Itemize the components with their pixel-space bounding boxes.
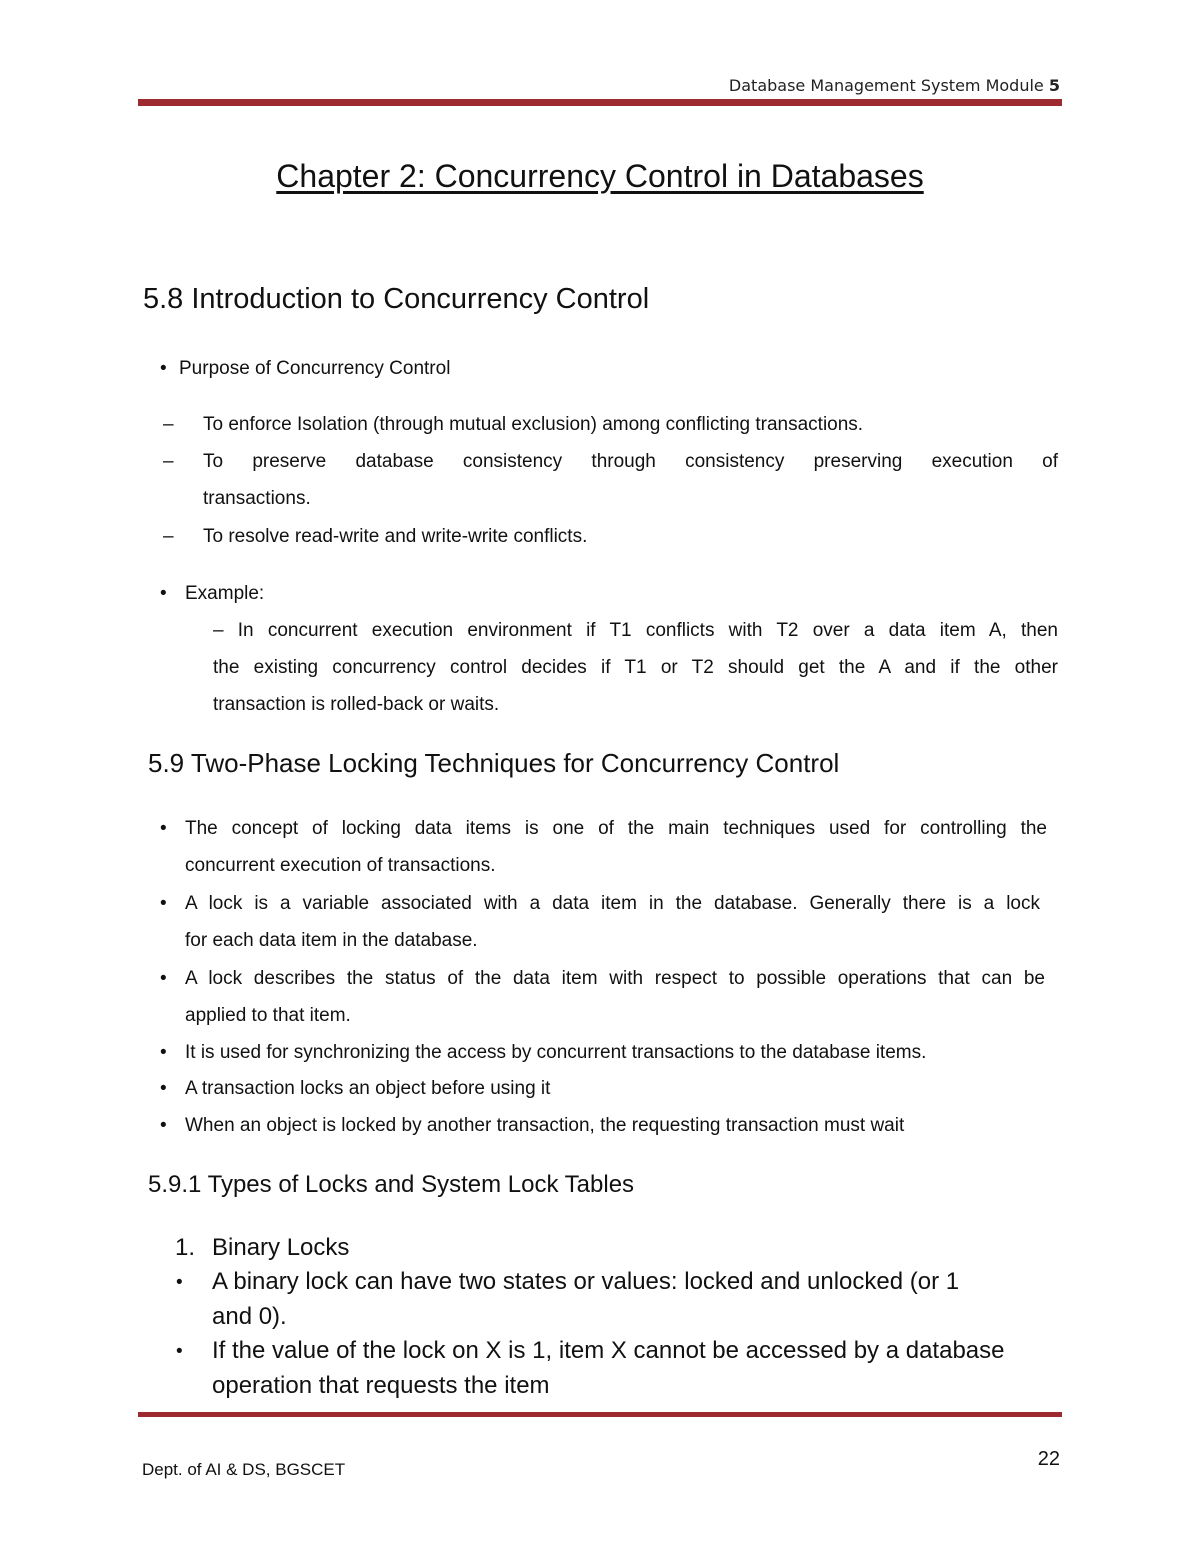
purpose-label: Purpose of Concurrency Control bbox=[179, 358, 451, 379]
purpose-line: To enforce Isolation (through mutual exclusion) among conflicting transactions. bbox=[203, 414, 864, 435]
bullet-icon: • bbox=[160, 968, 167, 989]
section-5-9-line: It is used for synchronizing the access by concurrent transactions to the database items. bbox=[185, 1042, 927, 1063]
section-5-9-line: When an object is locked by another transaction, the requesting transaction must wait bbox=[185, 1115, 905, 1136]
bullet-icon: • bbox=[160, 1042, 167, 1063]
section-5-9-line: for each data item in the database. bbox=[185, 930, 478, 951]
dash-icon: – bbox=[163, 414, 174, 435]
section-5-9-line: A lock describes the status of the data item with respect to possible operations that can be bbox=[185, 968, 1045, 989]
section-5-9-line: applied to that item. bbox=[185, 1005, 351, 1026]
bullet-icon: • bbox=[176, 1341, 183, 1362]
binary-lock-line: A binary lock can have two states or values: locked and unlocked (or 1 bbox=[212, 1268, 960, 1295]
example-line: – In concurrent execution environment if T1 conflicts with T2 over a data item A, then bbox=[213, 620, 1058, 641]
binary-lock-line: and 0). bbox=[212, 1303, 287, 1330]
section-heading-5-8: 5.8 Introduction to Concurrency Control bbox=[143, 283, 650, 315]
bullet-icon: • bbox=[160, 1115, 167, 1136]
section-heading-5-9-1: 5.9.1 Types of Locks and System Lock Tables bbox=[148, 1171, 635, 1198]
chapter-title: Chapter 2: Concurrency Control in Databases bbox=[276, 158, 924, 194]
bullet-icon: • bbox=[160, 1078, 167, 1099]
header-rule bbox=[138, 99, 1062, 106]
section-5-9-line: A lock is a variable associated with a data item in the database. Generally there is a lock bbox=[185, 893, 1040, 914]
purpose-line: To resolve read-write and write-write conflicts. bbox=[203, 526, 588, 547]
page-number: 22 bbox=[1037, 1448, 1060, 1470]
header-module-number: 5 bbox=[1048, 76, 1060, 95]
section-5-9-line: A transaction locks an object before using it bbox=[185, 1078, 551, 1099]
binary-lock-line: If the value of the lock on X is 1, item X cannot be accessed by a database bbox=[212, 1337, 1005, 1364]
list-number: 1. bbox=[175, 1234, 196, 1261]
binary-lock-line: operation that requests the item bbox=[212, 1372, 550, 1399]
example-line: transaction is rolled-back or waits. bbox=[213, 694, 500, 715]
bullet-icon: • bbox=[176, 1272, 183, 1293]
section-5-9-line: The concept of locking data items is one of the main techniques used for controlling the bbox=[185, 818, 1047, 839]
purpose-line: transactions. bbox=[203, 488, 311, 509]
bullet-icon: • bbox=[160, 818, 167, 839]
bullet-icon: • bbox=[160, 583, 167, 604]
header-text: Database Management System Module bbox=[728, 76, 1044, 95]
footer-department: Dept. of AI & DS, BGSCET bbox=[142, 1460, 346, 1479]
example-label: Example: bbox=[185, 583, 265, 604]
dash-icon: – bbox=[163, 451, 174, 472]
dash-icon: – bbox=[163, 526, 174, 547]
bullet-icon: • bbox=[160, 893, 167, 914]
footer-rule bbox=[138, 1412, 1062, 1417]
bullet-icon: • bbox=[160, 358, 167, 379]
purpose-line: To preserve database consistency through consistency preserving execution of bbox=[203, 451, 1058, 472]
binary-locks-title: Binary Locks bbox=[212, 1234, 350, 1261]
section-heading-5-9: 5.9 Two-Phase Locking Techniques for Concurrency Control bbox=[148, 748, 840, 778]
section-5-9-line: concurrent execution of transactions. bbox=[185, 855, 496, 876]
example-line: the existing concurrency control decides if T1 or T2 should get the A and if the other bbox=[213, 657, 1058, 678]
running-header bbox=[729, 76, 1060, 95]
